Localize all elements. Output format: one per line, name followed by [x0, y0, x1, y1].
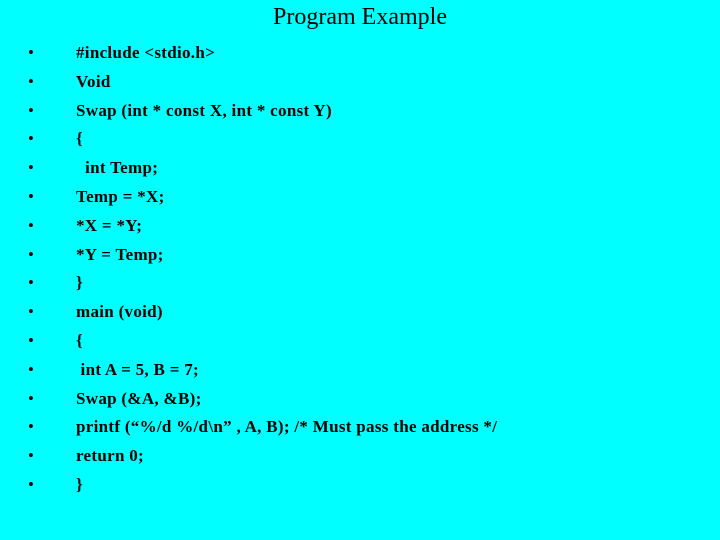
bullet-icon: • — [28, 417, 34, 437]
code-line-text: *Y = Temp; — [76, 244, 164, 264]
code-line-text: } — [76, 474, 83, 494]
code-line-text: } — [76, 273, 83, 293]
bullet-icon: • — [28, 330, 34, 350]
code-line-text: Void — [76, 71, 111, 91]
code-line-text: { — [76, 129, 83, 149]
slide-title: Program Example — [273, 4, 447, 30]
code-line-text: return 0; — [76, 446, 145, 466]
bullet-icon: • — [28, 244, 34, 264]
code-line-text: main (void) — [76, 302, 163, 322]
bullet-icon: • — [28, 100, 34, 120]
code-line-text: int A = 5, B = 7; — [76, 359, 200, 379]
bullet-icon: • — [28, 446, 34, 466]
bullet-icon: • — [28, 129, 34, 149]
bullet-icon: • — [28, 474, 34, 494]
bullet-icon: • — [28, 186, 34, 206]
code-line-text: { — [76, 330, 83, 350]
code-line-text: Swap (int * const X, int * const Y) — [76, 100, 332, 120]
code-line-text: #include <stdio.h> — [76, 43, 216, 62]
bullet-icon: • — [28, 302, 34, 322]
code-line-text: Swap (&A, &B); — [76, 388, 202, 408]
code-line-text: int Temp; — [76, 158, 159, 178]
bullet-icon: • — [28, 273, 34, 293]
bullet-icon: • — [28, 215, 34, 235]
code-line-text: printf (“%/d %/d\n” , A, B); /* Must pass the address */ — [76, 417, 498, 437]
bullet-icon: • — [28, 388, 34, 408]
code-line-text: *X = *Y; — [76, 215, 143, 235]
bullet-icon: • — [28, 71, 34, 91]
bullet-icon: • — [28, 359, 34, 379]
bullet-icon: • — [28, 158, 34, 178]
bullet-icon: • — [28, 43, 34, 62]
code-line-text: Temp = *X; — [76, 186, 165, 206]
